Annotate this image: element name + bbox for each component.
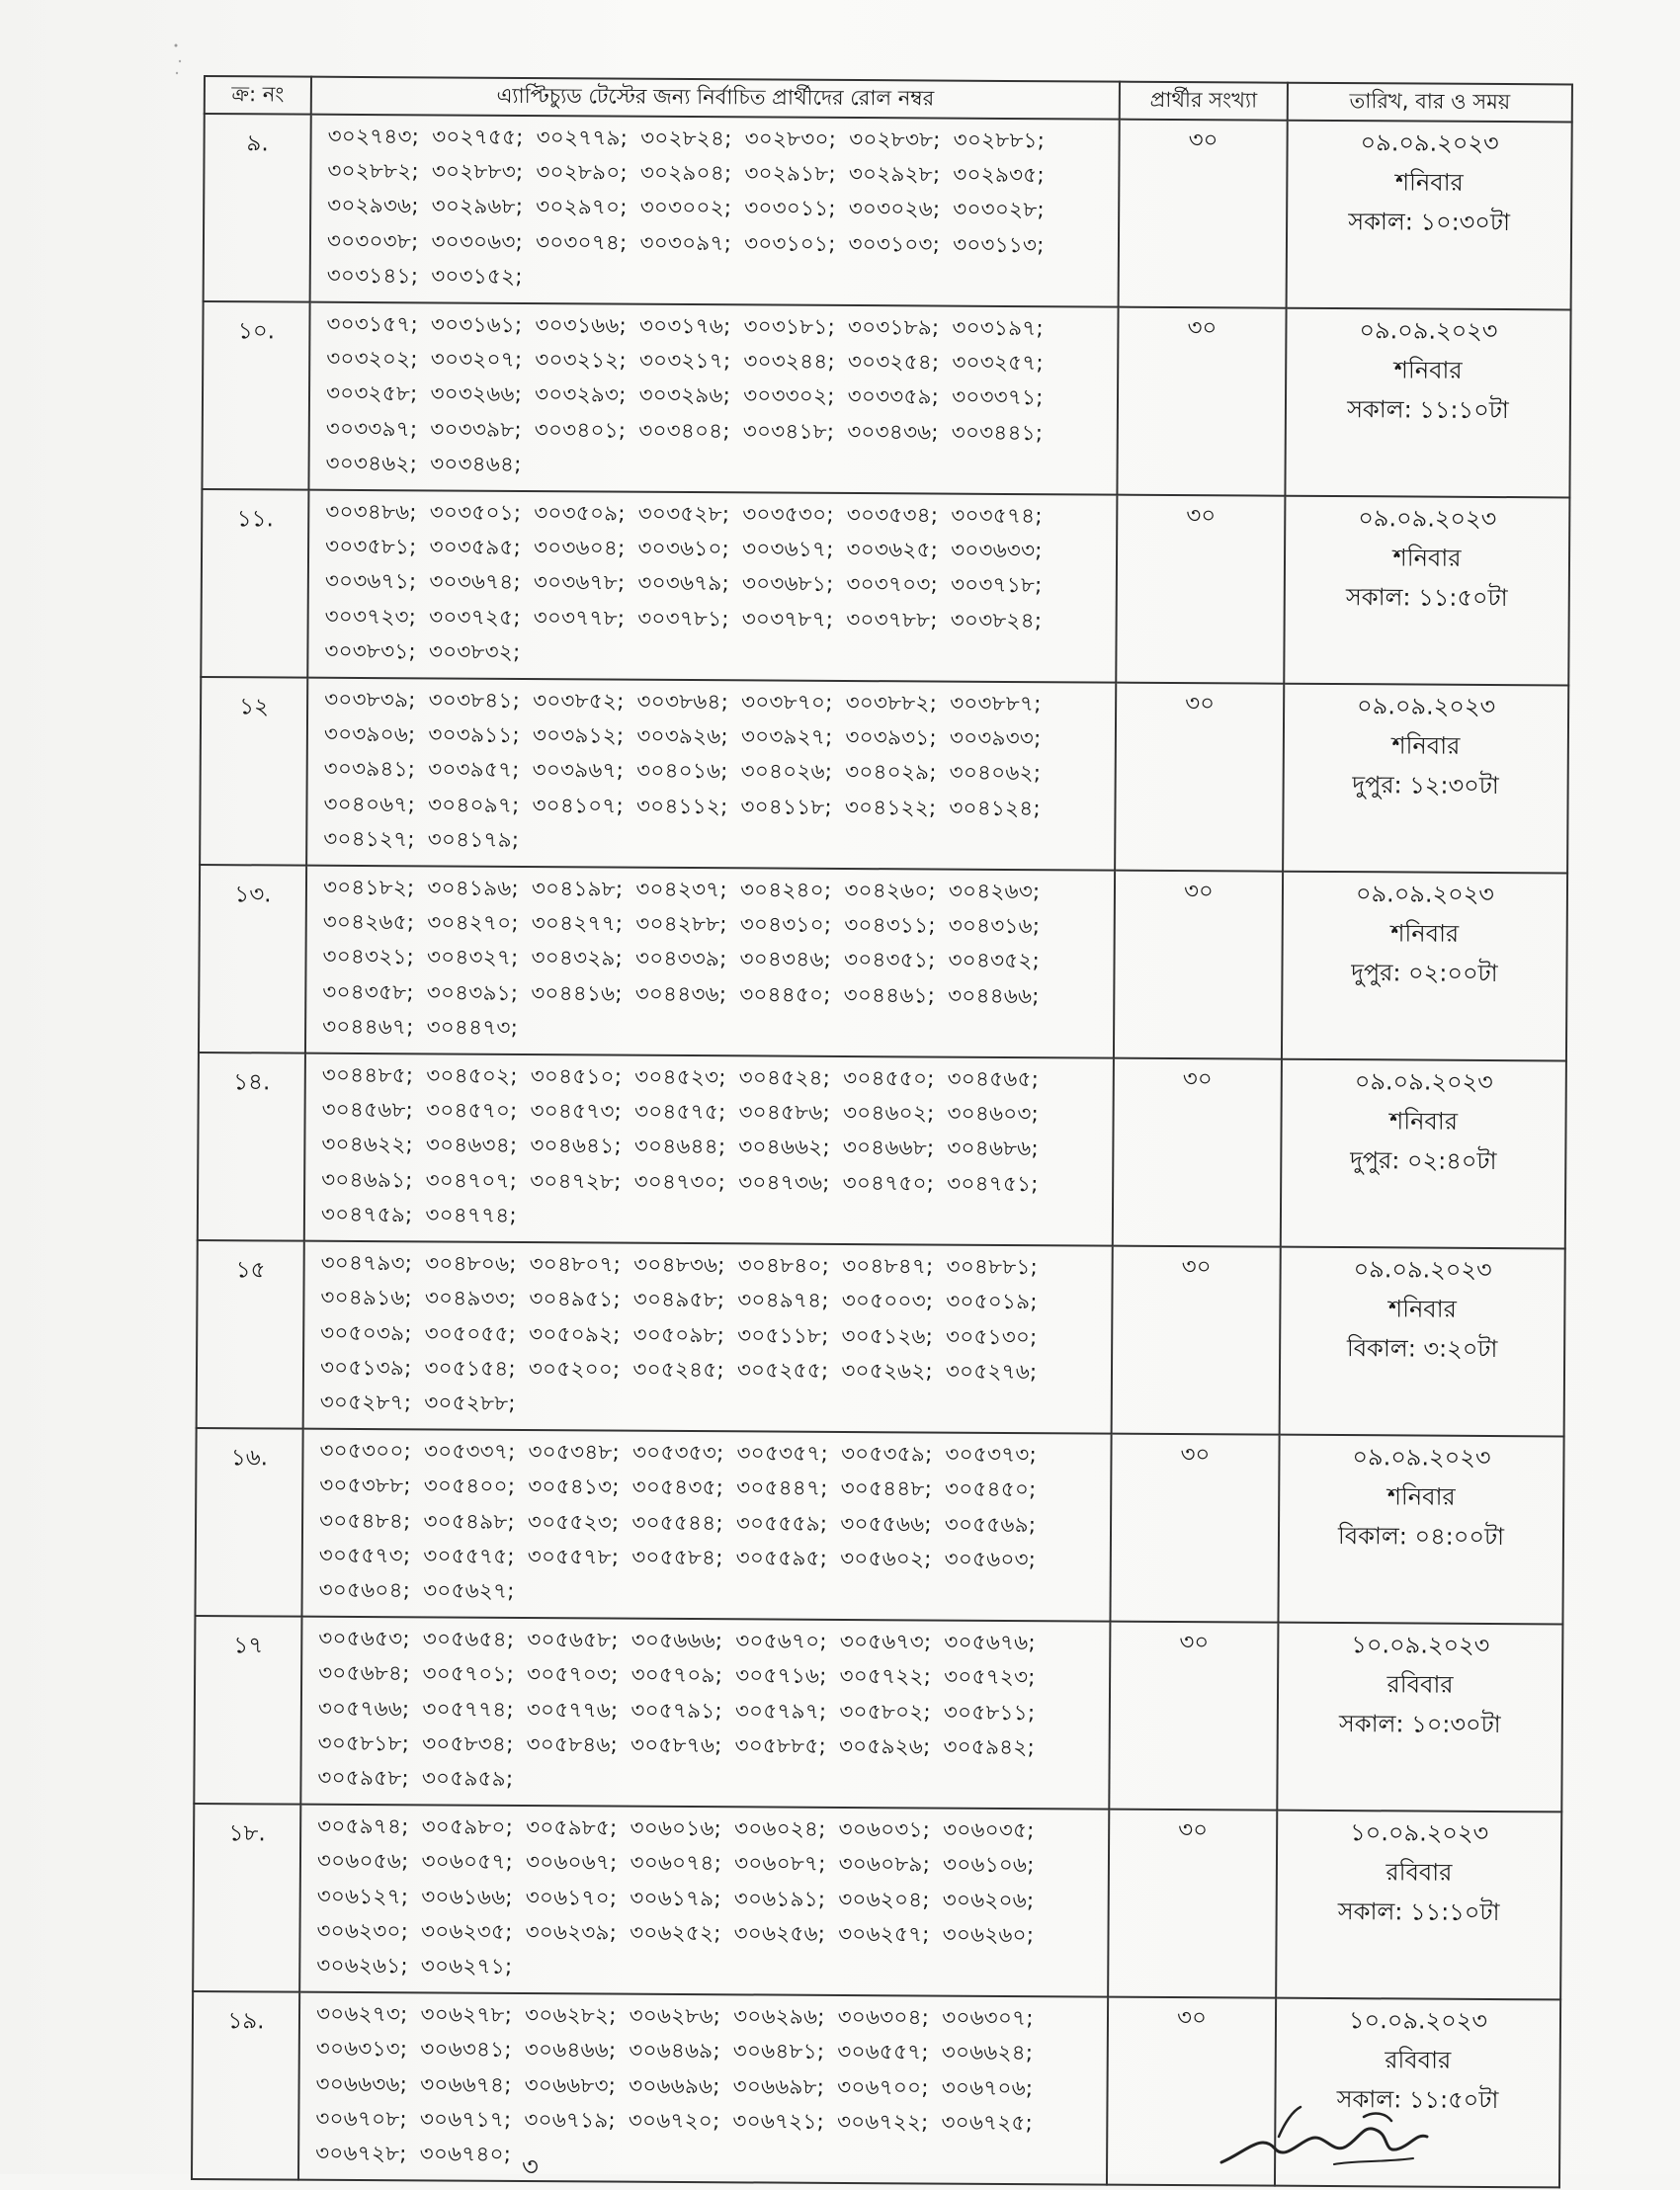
serial-number: ১৩. [199,865,306,1053]
exam-day: শনিবার [1391,731,1461,760]
table-row [201,489,1569,685]
serial-number: ১৪. [198,1053,305,1241]
serial-number: ১০. [202,301,309,490]
table-row [202,301,1570,497]
exam-date: ০৯.০৯.২০২৩ [1357,692,1496,721]
candidate-count: ৩০ [1109,1622,1278,1811]
date-day-time [1284,496,1569,686]
handwritten-signature [1216,2103,1453,2174]
roll-numbers: ৩০২৭৪৩; ৩০২৭৫৫; ৩০২৭৭৯; ৩০২৮২৪; ৩০২৮৩০; ৩০২৮৩৮; ৩০২৮৮১; ৩০২৮৮২; ৩০২৮৮৩; ৩০২৮৯০; ৩০২৯০৪; ৩০২৯১৮; ৩০২৯২৮; ৩০২৯৩৫; ৩০২৯৩৬; ৩০২৯৬৮; ৩০২৯৭০; ৩০৩০০২; ৩০৩০১১; ৩০৩০২৬; ৩০৩০২৮; ৩০৩০৩৮; ৩০৩০৬৩; ৩০৩০৭৪; ৩০৩০৯৭; ৩০৩১০১; ৩০৩১০৩; ৩০৩১১৩; ৩০৩১৪১; ৩০৩১৫২; [310,115,1120,307]
exam-day: রবিবার [1385,2046,1452,2074]
candidate-count: ৩০ [1110,1434,1279,1623]
exam-day: শনিবার [1387,1295,1457,1323]
exam-date: ০৯.০৯.২০২৩ [1359,316,1498,346]
exam-day: শনিবার [1392,544,1462,572]
exam-date: ০৯.০৯.২০২৩ [1358,504,1497,534]
candidate-count: ৩০ [1112,1246,1281,1435]
exam-time: বিকাল: ০৪:০০টা [1337,1522,1505,1552]
candidate-count: ৩০ [1107,1997,1276,2186]
date-day-time [1283,684,1568,874]
roll-numbers: ৩০৪৪৮৫; ৩০৪৫০২; ৩০৪৫১০; ৩০৪৫২৩; ৩০৪৫২৪; ৩০৪৫৫০; ৩০৪৫৬৫; ৩০৪৫৬৮; ৩০৪৫৭০; ৩০৪৫৭৩; ৩০৪৫৭৫; ৩০৪৫৮৬; ৩০৪৬০২; ৩০৪৬০৩; ৩০৪৬২২; ৩০৪৬৩৪; ৩০৪৬৪১; ৩০৪৬৪৪; ৩০৪৬৬২; ৩০৪৬৬৮; ৩০৪৬৮৬; ৩০৪৬৯১; ৩০৪৭০৭; ৩০৪৭২৮; ৩০৪৭৩০; ৩০৪৭৩৬; ৩০৪৭৫০; ৩০৪৭৫১; ৩০৪৭৫৯; ৩০৪৭৭৪; [304,1053,1114,1246]
exam-day: শনিবার [1394,168,1464,197]
serial-number: ১৬. [195,1428,302,1617]
exam-date: ১০.০৯.২০২৩ [1350,1818,1489,1848]
header-candidate-count: প্রার্থীর সংখ্যা [1120,82,1288,121]
candidate-count: ৩০ [1119,120,1288,308]
candidate-count: ৩০ [1113,1058,1282,1247]
exam-time: সকাল: ১০:৩০টা [1338,1710,1501,1739]
table-row [200,677,1568,873]
page-number: ৩ [522,2152,539,2182]
header-date-day-time: তারিখ, বার ও সময় [1288,83,1572,123]
date-day-time [1285,308,1570,498]
exam-date: ০৯.০৯.২০২৩ [1355,880,1495,909]
date-day-time [1281,1059,1566,1249]
roll-numbers: ৩০৫৬৫৩; ৩০৫৬৫৪; ৩০৫৬৫৮; ৩০৫৬৬৬; ৩০৫৬৭০; ৩০৫৬৭৩; ৩০৫৬৭৬; ৩০৫৬৮৪; ৩০৫৭০১; ৩০৫৭০৩; ৩০৫৭০৯; ৩০৫৭১৬; ৩০৫৭২২; ৩০৫৭২৩; ৩০৫৭৬৬; ৩০৫৭৭৪; ৩০৫৭৭৬; ৩০৫৭৯১; ৩০৫৭৯৭; ৩০৫৮০২; ৩০৫৮১১; ৩০৫৮১৮; ৩০৫৮৩৪; ৩০৫৮৪৬; ৩০৫৮৭৬; ৩০৫৮৮৫; ৩০৫৯২৬; ৩০৫৯৪২; ৩০৫৯৫৮; ৩০৫৯৫৯; [300,1617,1110,1810]
serial-number: ১২ [200,677,307,866]
exam-date: ০৯.০৯.২০২৩ [1353,1255,1492,1285]
exam-time: দুপুর: ০২:০০টা [1351,959,1498,988]
table-row [194,1616,1562,1811]
table-row [195,1428,1563,1624]
exam-day: শনিবার [1386,1482,1456,1511]
serial-number: ১৯. [192,1991,299,2180]
candidate-count: ৩০ [1108,1810,1277,1998]
date-day-time [1278,1435,1563,1625]
date-day-time [1282,872,1567,1061]
table-row [193,1804,1561,1999]
exam-day: শনিবার [1390,919,1460,948]
exam-date: ১০.০৯.২০২৩ [1348,2006,1488,2036]
exam-date: ০৯.০৯.২০২৩ [1360,128,1499,158]
roll-numbers: ৩০৩১৫৭; ৩০৩১৬১; ৩০৩১৬৬; ৩০৩১৭৬; ৩০৩১৮১; ৩০৩১৮৯; ৩০৩১৯৭; ৩০৩২০২; ৩০৩২০৭; ৩০৩২১২; ৩০৩২১৭; ৩০৩২৪৪; ৩০৩২৫৪; ৩০৩২৫৭; ৩০৩২৫৮; ৩০৩২৬৬; ৩০৩২৯৩; ৩০৩২৯৬; ৩০৩৩০২; ৩০৩৩৫৯; ৩০৩৩৭১; ৩০৩৩৯৭; ৩০৩৩৯৮; ৩০৩৪০১; ৩০৩৪০৪; ৩০৩৪১৮; ৩০৩৪৩৬; ৩০৩৪৪১; ৩০৩৪৬২; ৩০৩৪৬৪; [308,302,1118,495]
serial-number: ৯. [204,114,311,302]
table-row [199,865,1567,1060]
serial-number: ১৫ [197,1240,304,1429]
date-day-time [1287,121,1572,310]
exam-time: সকাল: ১১:৫০টা [1336,2085,1499,2115]
exam-day: রবিবার [1386,1858,1453,1887]
date-day-time [1276,1811,1561,2000]
exam-day: শনিবার [1393,356,1463,384]
table-row [204,114,1572,309]
table-row [197,1240,1565,1436]
exam-date: ০৯.০৯.২০২৩ [1354,1067,1493,1097]
exam-time: বিকাল: ৩:২০টা [1346,1334,1498,1364]
roll-numbers: ৩০৫৩০০; ৩০৫৩৩৭; ৩০৫৩৪৮; ৩০৫৩৫৩; ৩০৫৩৫৭; ৩০৫৩৫৯; ৩০৫৩৭৩; ৩০৫৩৮৮; ৩০৫৪০০; ৩০৫৪১৩; ৩০৫৪৩৫; ৩০৫৪৪৭; ৩০৫৪৪৮; ৩০৫৪৫০; ৩০৫৪৮৪; ৩০৫৪৯৮; ৩০৫৫২৩; ৩০৫৫৪৪; ৩০৫৫৫৯; ৩০৫৫৬৬; ৩০৫৫৬৯; ৩০৫৫৭৩; ৩০৫৫৭৫; ৩০৫৫৭৮; ৩০৫৫৮৪; ৩০৫৫৯৫; ৩০৫৬০২; ৩০৫৬০৩; ৩০৫৬০৪; ৩০৫৬২৭; [301,1429,1111,1622]
roll-number-table [191,75,1573,2189]
date-day-time [1277,1623,1562,1812]
exam-time: সকাল: ১০:৩০টা [1348,208,1511,237]
exam-day: শনিবার [1389,1107,1459,1136]
roll-numbers: ৩০৩৮৩৯; ৩০৩৮৪১; ৩০৩৮৫২; ৩০৩৮৬৪; ৩০৩৮৭০; ৩০৩৮৮২; ৩০৩৮৮৭; ৩০৩৯০৬; ৩০৩৯১১; ৩০৩৯১২; ৩০৩৯২৬; ৩০৩৯২৭; ৩০৩৯৩১; ৩০৩৯৩৩; ৩০৩৯৪১; ৩০৩৯৫৭; ৩০৩৯৬৭; ৩০৪০১৬; ৩০৪০২৬; ৩০৪০২৯; ৩০৪০৬২; ৩০৪০৬৭; ৩০৪০৯৭; ৩০৪১০৭; ৩০৪১১২; ৩০৪১১৮; ৩০৪১২২; ৩০৪১২৪; ৩০৪১২৭; ৩০৪১৭৯; [306,678,1116,871]
candidate-count: ৩০ [1115,683,1284,872]
candidate-count: ৩০ [1114,871,1283,1059]
date-day-time [1280,1247,1565,1437]
exam-day: রবিবার [1386,1670,1454,1699]
roll-numbers: ৩০৪৭৯৩; ৩০৪৮০৬; ৩০৪৮০৭; ৩০৪৮৩৬; ৩০৪৮৪০; ৩০৪৮৪৭; ৩০৪৮৮১; ৩০৪৯১৬; ৩০৪৯৩৩; ৩০৪৯৫১; ৩০৪৯৫৮; ৩০৪৯৭৪; ৩০৫০০৩; ৩০৫০১৯; ৩০৫০৩৯; ৩০৫০৫৫; ৩০৫০৯২; ৩০৫০৯৮; ৩০৫১১৮; ৩০৫১২৬; ৩০৫১৩০; ৩০৫১৩৯; ৩০৫১৫৪; ৩০৫২০০; ৩০৫২৪৫; ৩০৫২৫৫; ৩০৫২৬২; ৩০৫২৭৬; ৩০৫২৮৭; ৩০৫২৮৮; [303,1241,1113,1434]
table-row [198,1053,1566,1248]
candidate-count: ৩০ [1116,495,1285,684]
exam-time: সকাল: ১১:১০টা [1347,395,1509,425]
exam-time: সকাল: ১১:১০টা [1337,1897,1500,1927]
roll-numbers: ৩০৬২৭৩; ৩০৬২৭৮; ৩০৬২৮২; ৩০৬২৮৬; ৩০৬২৯৬; ৩০৬৩০৪; ৩০৬৩০৭; ৩০৬৩১৩; ৩০৬৩৪১; ৩০৬৪৬৬; ৩০৬৪৬৯; ৩০৬৪৮১; ৩০৬৫৫৭; ৩০৬৬২৪; ৩০৬৬৩৬; ৩০৬৬৭৪; ৩০৬৬৮৩; ৩০৬৬৯৬; ৩০৬৬৯৮; ৩০৬৭০০; ৩০৬৭০৬; ৩০৬৭০৮; ৩০৬৭১৭; ৩০৬৭১৯; ৩০৬৭২০; ৩০৬৭২১; ৩০৬৭২২; ৩০৬৭২৫; ৩০৬৭২৮; ৩০৬৭৪০; [298,1992,1108,2185]
header-roll-numbers: এ্যাপ্টিচ্যুড টেস্টের জন্য নির্বাচিত প্রার্থীদের রোল নম্বর [311,77,1120,120]
serial-number: ১৮. [193,1804,300,1992]
roll-numbers: ৩০৩৪৮৬; ৩০৩৫০১; ৩০৩৫০৯; ৩০৩৫২৮; ৩০৩৫৩০; ৩০৩৫৩৪; ৩০৩৫৭৪; ৩০৩৫৮১; ৩০৩৫৯৫; ৩০৩৬০৪; ৩০৩৬১০; ৩০৩৬১৭; ৩০৩৬২৫; ৩০৩৬৩৩; ৩০৩৬৭১; ৩০৩৬৭৪; ৩০৩৬৭৮; ৩০৩৬৭৯; ৩০৩৬৮১; ৩০৩৭০৩; ৩০৩৭১৮; ৩০৩৭২৩; ৩০৩৭২৫; ৩০৩৭৭৮; ৩০৩৭৮১; ৩০৩৭৮৭; ৩০৩৭৮৮; ৩০৩৮২৪; ৩০৩৮৩১; ৩০৩৮৩২; [307,490,1117,683]
roll-numbers: ৩০৪১৮২; ৩০৪১৯৬; ৩০৪১৯৮; ৩০৪২৩৭; ৩০৪২৪০; ৩০৪২৬০; ৩০৪২৬৩; ৩০৪২৬৫; ৩০৪২৭০; ৩০৪২৭৭; ৩০৪২৮৮; ৩০৪৩১০; ৩০৪৩১১; ৩০৪৩১৬; ৩০৪৩২১; ৩০৪৩২৭; ৩০৪৩২৯; ৩০৪৩৩৯; ৩০৪৩৪৬; ৩০৪৩৫১; ৩০৪৩৫২; ৩০৪৩৫৮; ৩০৪৩৯১; ৩০৪৪১৬; ৩০৪৪৩৬; ৩০৪৪৫০; ৩০৪৪৬১; ৩০৪৪৬৬; ৩০৪৪৬৭; ৩০৪৪৭৩; [305,866,1115,1058]
binder-hole-mark [168,40,188,79]
roll-numbers: ৩০৫৯৭৪; ৩০৫৯৮০; ৩০৫৯৮৫; ৩০৬০১৬; ৩০৬০২৪; ৩০৬০৩১; ৩০৬০৩৫; ৩০৬০৫৬; ৩০৬০৫৭; ৩০৬০৬৭; ৩০৬০৭৪; ৩০৬০৮৭; ৩০৬০৮৯; ৩০৬১০৬; ৩০৬১২৭; ৩০৬১৬৬; ৩০৬১৭০; ৩০৬১৭৯; ৩০৬১৯১; ৩০৬২০৪; ৩০৬২০৬; ৩০৬২৩০; ৩০৬২৩৫; ৩০৬২৩৯; ৩০৬২৫২; ৩০৬২৫৬; ৩০৬২৫৭; ৩০৬২৬০; ৩০৬২৬১; ৩০৬২৭১; [299,1805,1109,1997]
exam-time: দুপুর: ০২:৪০টা [1350,1146,1497,1176]
exam-date: ০৯.০৯.২০২৩ [1352,1443,1491,1473]
header-serial: ক্র: নং [205,76,311,115]
serial-number: ১১. [201,489,308,678]
exam-time: দুপুর: ১২:৩০টা [1352,771,1499,800]
candidate-count: ৩০ [1117,307,1286,496]
exam-time: সকাল: ১১:৫০টা [1345,583,1508,613]
exam-date: ১০.০৯.২০২৩ [1351,1631,1490,1660]
serial-number: ১৭ [194,1616,301,1805]
